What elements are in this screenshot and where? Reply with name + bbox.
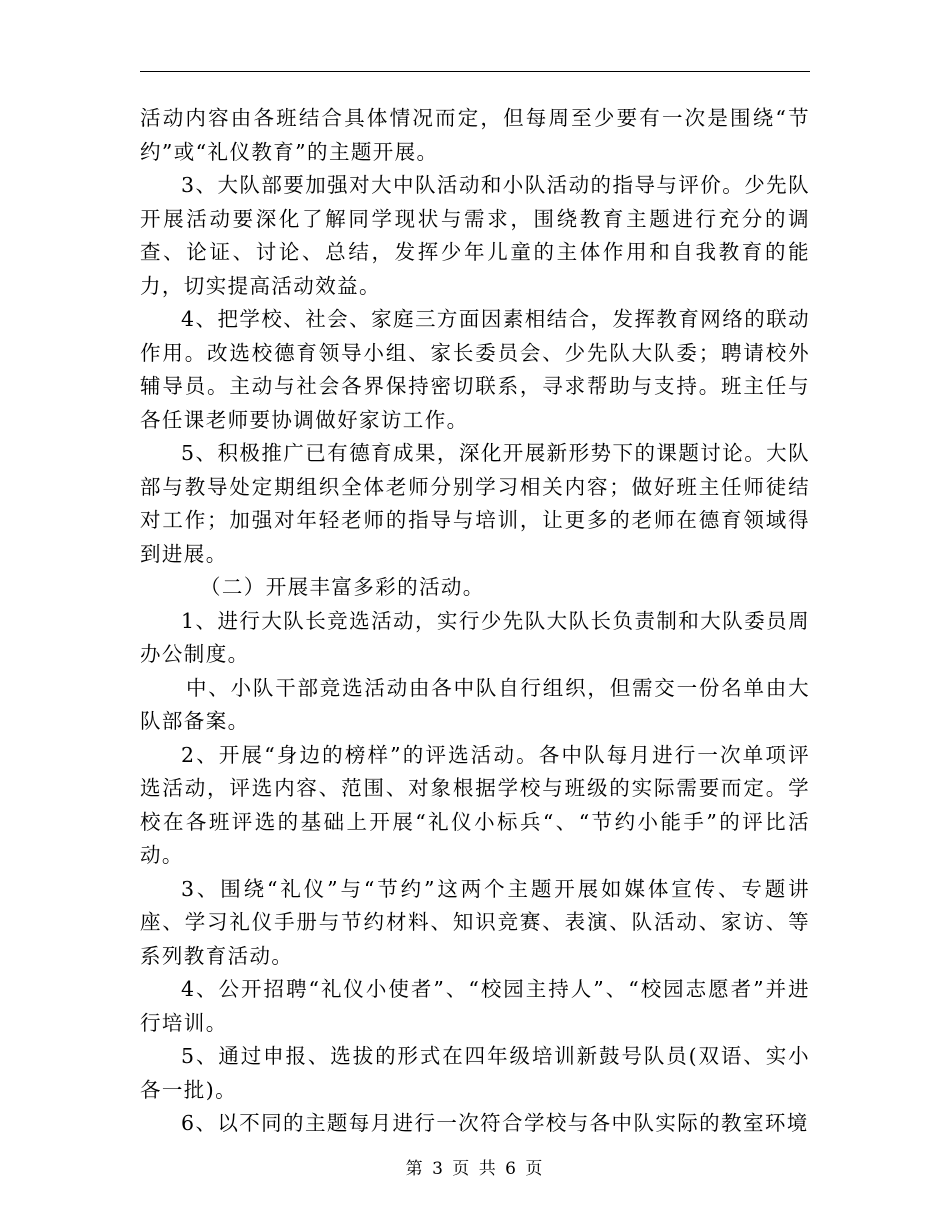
paragraph-10: 4、公开招聘“礼仪小使者”、“校园主持人”、“校园志愿者”并进行培训。 [140, 977, 810, 1035]
header-rule [140, 71, 810, 72]
paragraph-7: 中、小队干部竞选活动由各中队自行组织，但需交一份名单由大队部备案。 [140, 675, 810, 733]
paragraph-9: 3、围绕“礼仪”与“节约”这两个主题开展如媒体宣传、专题讲座、学习礼仪手册与节约材料、知识竞赛、表演、队活动、家访、等系列教育活动。 [140, 876, 810, 968]
section-heading: （二）开展丰富多彩的活动。 [200, 575, 485, 599]
paragraph-6: 1、进行大队长竞选活动，实行少先队大队长负责制和大队委员周办公制度。 [140, 608, 810, 666]
paragraph-8: 2、开展“身边的榜样”的评选活动。各中队每月进行一次单项评选活动，评选内容、范围、对象根据学校与班级的实际需要而定。学校在各班评选的基础上开展“礼仪小标兵“、“节约小能手”的评比活动。 [140, 742, 810, 867]
page-number-footer: 第 3 页 共 6 页 [405, 1159, 545, 1179]
paragraph-3: 4、把学校、社会、家庭三方面因素相结合，发挥教育网络的联动作用。改选校德育领导小组、家长委员会、少先队大队委；聘请校外辅导员。主动与社会各界保持密切联系，寻求帮助与支持。班主任与各任课老师要协调做好家访工作。 [140, 307, 810, 432]
paragraph-11: 5、通过申报、选拔的形式在四年级培训新鼓号队员(双语、实小各一批)。 [140, 1044, 810, 1102]
paragraph-1: 活动内容由各班结合具体情况而定，但每周至少要有一次是围绕“节约”或“礼仪教育”的主题开展。 [140, 106, 810, 164]
paragraph-12: 6、以不同的主题每月进行一次符合学校与各中队实际的教室环境 [181, 1111, 809, 1135]
document-body [140, 102, 810, 1141]
paragraph-4: 5、积极推广已有德育成果，深化开展新形势下的课题讨论。大队部与教导处定期组织全体老师分别学习相关内容；做好班主任师徒结对工作；加强对年轻老师的指导与培训，让更多的老师在德育领域得到进展。 [140, 441, 810, 566]
paragraph-2: 3、大队部要加强对大中队活动和小队活动的指导与评价。少先队开展活动要深化了解同学现状与需求，围绕教育主题进行充分的调查、论证、讨论、总结，发挥少年儿童的主体作用和自我教育的能力，切实提高活动效益。 [140, 173, 810, 298]
